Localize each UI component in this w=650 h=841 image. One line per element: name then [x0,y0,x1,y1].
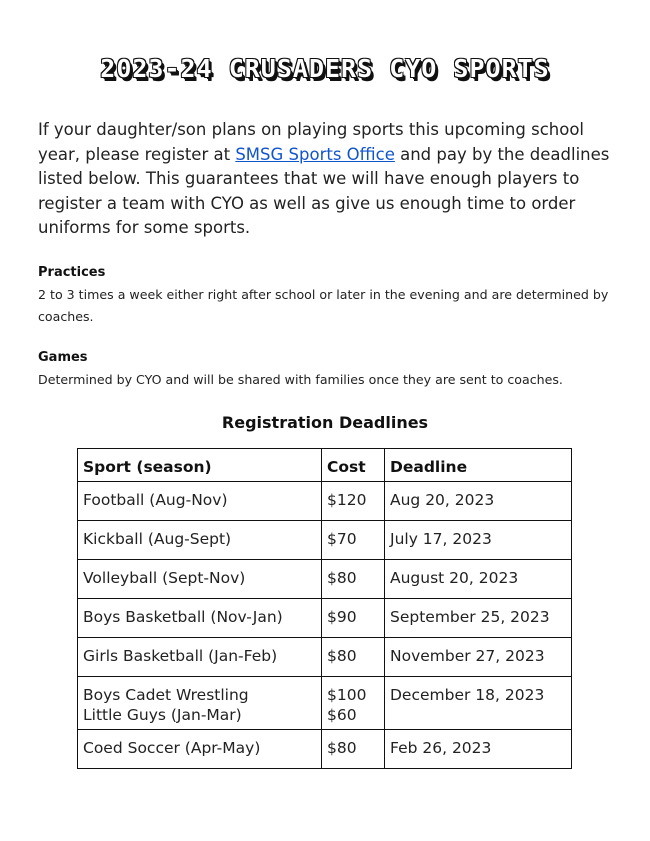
table-row [78,560,572,599]
deadline-cell: August 20, 2023 [385,560,572,599]
cost-cell [322,677,385,730]
sport-cell: Girls Basketball (Jan-Feb) [78,638,322,677]
deadline-cell: Aug 20, 2023 [385,482,572,521]
table-row [78,677,572,730]
intro-text-after: and pay by the deadlines listed below. This guarantees that we will have enough players to register a team with CYO as well as give us enough time to order uniforms for some sports. [38,144,610,237]
registration-deadlines-table [77,448,572,769]
cost-cell: $80 [322,560,385,599]
table-row [78,521,572,560]
table-row [78,730,572,769]
sport-cell: Boys Basketball (Nov-Jan) [78,599,322,638]
deadline-cell: December 18, 2023 [385,677,572,730]
deadline-cell: Feb 26, 2023 [385,730,572,769]
sport-cell: Kickball (Aug-Sept) [78,521,322,560]
table-header-row [78,449,572,482]
cost-line: $100 [327,686,367,704]
practices-heading: Practices [38,265,106,280]
table-row [78,638,572,677]
intro-text-before: If your daughter/son plans on playing sports this upcoming school year, please register at [38,120,584,164]
games-text: Determined by CYO and will be shared with families once they are sent to coaches. [38,372,563,387]
page-title: 2023-24 CRUSADERS CYO SPORTS [100,54,550,83]
games-heading: Games [38,350,88,365]
cost-line: $60 [327,706,357,724]
header-sport: Sport (season) [78,449,322,482]
cost-cell: $120 [322,482,385,521]
deadline-cell: July 17, 2023 [385,521,572,560]
cost-cell: $90 [322,599,385,638]
table-row [78,482,572,521]
practices-text: 2 to 3 times a week either right after school or later in the evening and are determined by coaches. [38,287,609,324]
cost-cell: $70 [322,521,385,560]
cost-cell: $80 [322,638,385,677]
sport-line: Little Guys (Jan-Mar) [83,706,242,724]
cost-cell: $80 [322,730,385,769]
sport-cell: Volleyball (Sept-Nov) [78,560,322,599]
deadline-cell: November 27, 2023 [385,638,572,677]
smsg-sports-office-link[interactable]: SMSG Sports Office [235,144,395,164]
sport-line: Boys Cadet Wrestling [83,686,249,704]
intro-paragraph [38,118,618,241]
header-cost: Cost [322,449,385,482]
sport-cell: Football (Aug-Nov) [78,482,322,521]
sport-cell [78,677,322,730]
registration-deadlines-title: Registration Deadlines [221,413,429,432]
header-deadline: Deadline [385,449,572,482]
sport-cell: Coed Soccer (Apr-May) [78,730,322,769]
table-row [78,599,572,638]
deadline-cell: September 25, 2023 [385,599,572,638]
